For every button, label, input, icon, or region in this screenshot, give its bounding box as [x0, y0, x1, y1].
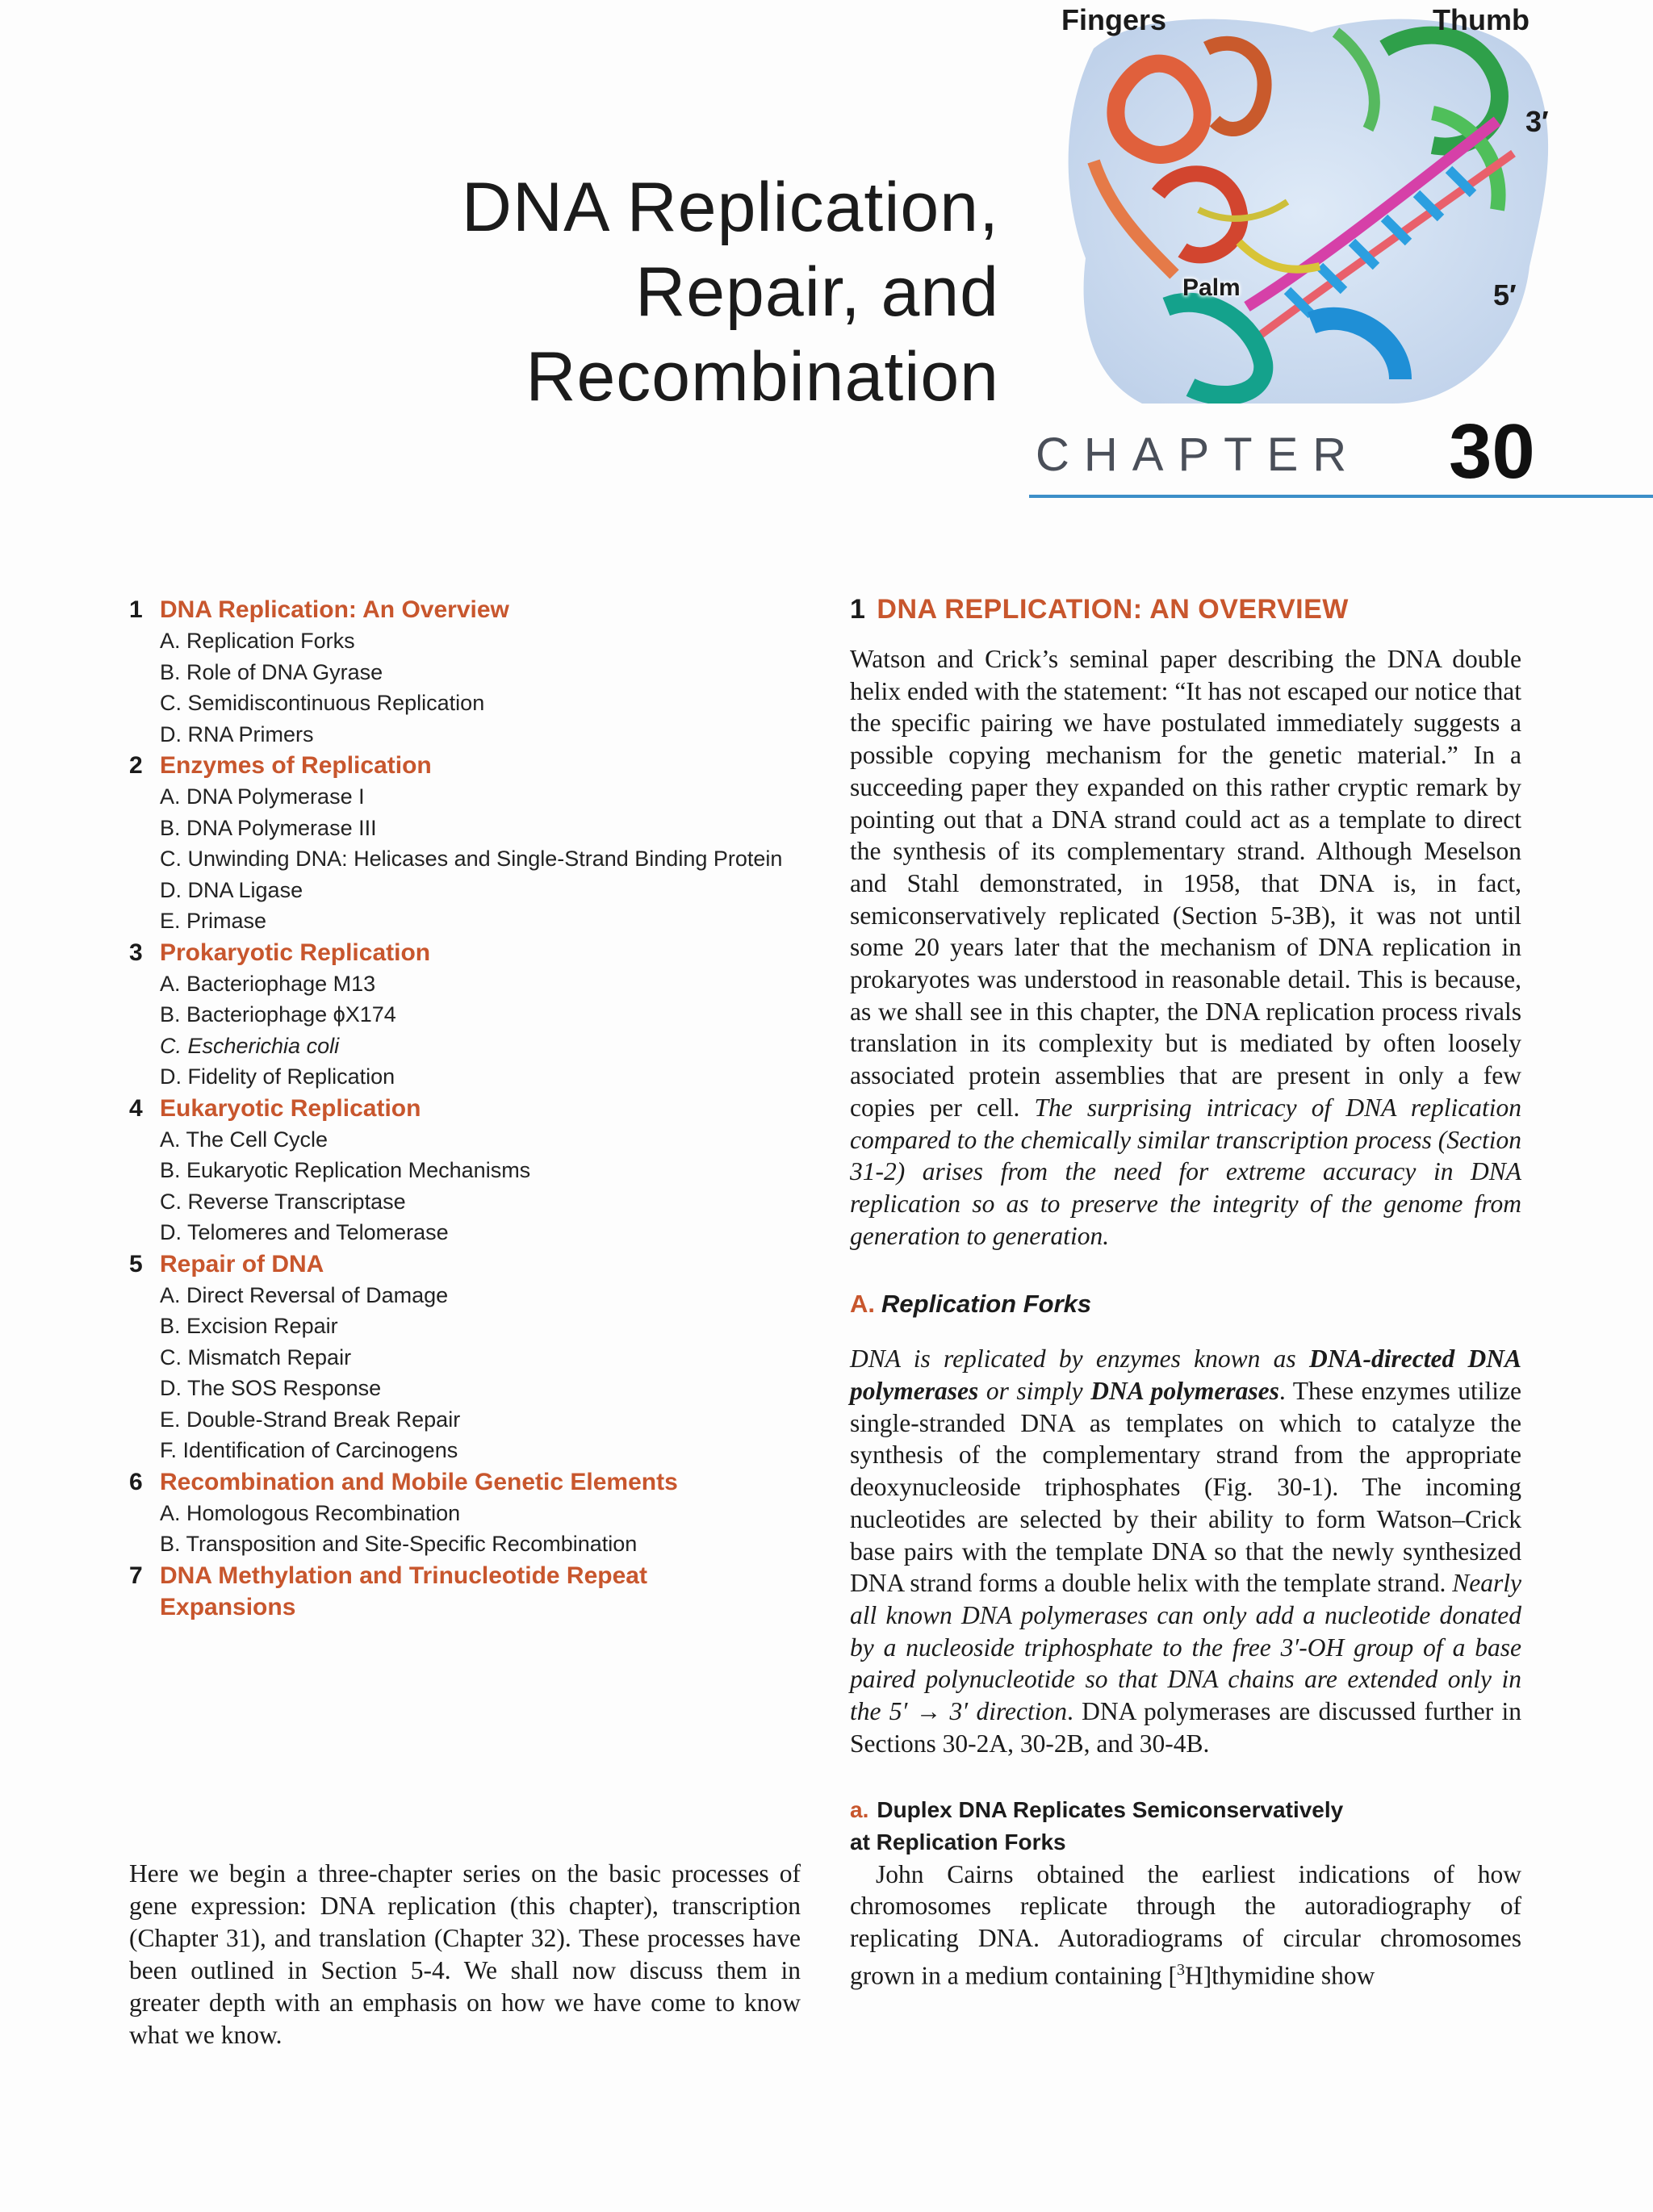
toc-item: F. Identification of Carcinogens — [160, 1438, 458, 1462]
subsubsection-paragraph — [850, 1859, 1521, 1992]
toc-section — [129, 1560, 823, 1623]
key-term: DNA polymerases — [1090, 1377, 1279, 1406]
toc-item: D. Fidelity of Replication — [160, 1064, 395, 1089]
toc-section — [129, 1466, 823, 1560]
toc-item: A. DNA Polymerase I — [160, 784, 365, 809]
paragraph-text: Watson and Crick’s seminal paper describing the DNA double helix ended with the statement: “It has not escaped our notice that the specific pairing we have postulated immediately suggests a possible copying mechanism for the genetic material.” In a succeeding paper they expanded on this rather cryptic remark by pointing out that a DNA strand could act as a template to direct the synthesis of its complementary strand. Although Meselson and Stahl demonstrated, in 1958, that DNA is, in fact, semiconservatively replicated (Section 5-3B), it was not until some 20 years later that the mechanism of DNA replication in prokaryotes was understood in reasonable detail. This is because, as we shall see in this chapter, the DNA replication process rivals translation in its complexity but is mediated by often loosely associated protein assemblies that are present in only a few copies per cell. — [850, 645, 1521, 1122]
toc-item: C. Semidiscontinuous Replication — [160, 691, 485, 715]
toc-item: C. Escherichia coli — [160, 1033, 340, 1058]
chapter-rule — [1029, 495, 1653, 498]
chapter-label: CHAPTER — [1036, 429, 1362, 481]
toc-item: A. The Cell Cycle — [160, 1127, 329, 1152]
toc-section — [129, 594, 823, 750]
toc-number: 6 — [129, 1468, 143, 1495]
title-line: Recombination — [525, 338, 999, 416]
five-prime-label: 5′ — [1493, 278, 1517, 312]
toc-heading — [129, 750, 823, 781]
key-term: DNA-directed DNA polymerases — [850, 1344, 1522, 1406]
toc-item: C. Unwinding DNA: Helicases and Single-Strand Binding Protein — [160, 847, 783, 871]
toc-number: 7 — [129, 1562, 143, 1589]
chapter-title — [273, 165, 999, 420]
subsection-paragraph — [850, 1343, 1521, 1759]
toc-number: 4 — [129, 1094, 143, 1122]
toc-item: B. DNA Polymerase III — [160, 815, 377, 840]
subsection-letter: A. — [850, 1290, 875, 1319]
paragraph-text: . DNA polymerases are discussed further in Sections 30-2A, 30-2B, and 30-4B. — [850, 1697, 1521, 1758]
paragraph-text: . These enzymes utilize single-stranded DNA as templates on which to catalyze the synthesis of the complementary strand from the appropriate deoxynucleoside triphosphates (Fig. 30-1). The incoming nucleotides are selected by their ability to form Watson–Crick base pairs with the template DNA so that the newly synthesized DNA strand forms a double helix with the template strand. — [850, 1377, 1522, 1598]
toc-title: DNA Methylation and Trinucleotide Repeat Expansions — [160, 1562, 647, 1620]
toc-title: Enzymes of Replication — [160, 752, 432, 779]
three-prime-label: 3′ — [1525, 105, 1549, 138]
section-title: DNA REPLICATION: AN OVERVIEW — [877, 594, 1349, 625]
subsubsection-heading — [850, 1794, 1521, 1859]
paragraph-emphasis: The surprising intricacy of DNA replication compared to the chemically similar transcription process (Section 31-2) arises from the need for extreme accuracy in DNA replication so as to preserve the integrity of the genome from generation to generation. — [850, 1093, 1521, 1250]
table-of-contents — [129, 594, 823, 1623]
thumb-label: Thumb — [1433, 3, 1530, 36]
toc-heading — [129, 1093, 823, 1124]
toc-item: C. Reverse Transcriptase — [160, 1189, 406, 1214]
toc-title: DNA Replication: An Overview — [160, 596, 509, 623]
subsubsection-title: at Replication Forks — [850, 1829, 1066, 1854]
toc-section — [129, 1093, 823, 1248]
toc-item: B. Role of DNA Gyrase — [160, 659, 383, 684]
toc-number: 2 — [129, 752, 143, 779]
toc-item: E. Double-Strand Break Repair — [160, 1407, 461, 1432]
intro-paragraph: Here we begin a three-chapter series on the basic processes of gene expression: DNA replication (this chapter), transcription (Chapter 31), and translation (Chapter 32). These processes have been outlined in Section 5-4. We shall now discuss them in greater depth with an emphasis on how we have come to know what we know. — [129, 1859, 801, 2049]
toc-item: B. Excision Repair — [160, 1314, 338, 1338]
toc-item: A. Bacteriophage M13 — [160, 971, 376, 996]
toc-item: D. The SOS Response — [160, 1376, 382, 1400]
toc-item: A. Direct Reversal of Damage — [160, 1282, 449, 1307]
section-heading — [850, 592, 1521, 627]
toc-heading — [129, 594, 823, 625]
toc-item: A. Homologous Recombination — [160, 1500, 461, 1525]
toc-item: D. DNA Ligase — [160, 877, 303, 902]
subsubsection-title: Duplex DNA Replicates Semiconservatively — [877, 1796, 1344, 1822]
subsubsection-letter: a. — [850, 1796, 869, 1822]
toc-item: B. Bacteriophage ϕX174 — [160, 1002, 396, 1027]
toc-title: Eukaryotic Replication — [160, 1094, 421, 1122]
section-number: 1 — [850, 594, 866, 625]
toc-item: D. Telomeres and Telomerase — [160, 1220, 449, 1244]
toc-heading — [129, 1560, 823, 1623]
paragraph-emphasis: or simply — [986, 1377, 1083, 1406]
toc-section — [129, 1248, 823, 1466]
paragraph-emphasis: DNA is replicated by enzymes known as — [850, 1344, 1296, 1374]
fingers-label: Fingers — [1061, 3, 1167, 36]
toc-title: Recombination and Mobile Genetic Elements — [160, 1468, 678, 1495]
toc-item: D. RNA Primers — [160, 721, 314, 746]
toc-item: E. Primase — [160, 909, 267, 933]
toc-number: 5 — [129, 1250, 143, 1277]
toc-number: 1 — [129, 596, 143, 623]
toc-number: 3 — [129, 939, 143, 966]
toc-item: B. Transposition and Site-Specific Recombination — [160, 1532, 638, 1556]
palm-label: Palm — [1182, 274, 1241, 301]
toc-heading — [129, 1466, 823, 1498]
chapter-number: 30 — [1449, 408, 1535, 495]
toc-item: B. Eukaryotic Replication Mechanisms — [160, 1158, 531, 1182]
toc-heading — [129, 1248, 823, 1280]
subsection-title: Replication Forks — [881, 1290, 1092, 1319]
subsection-heading — [850, 1288, 1521, 1320]
main-text-column — [850, 592, 1521, 1992]
toc-title: Prokaryotic Replication — [160, 939, 431, 966]
superscript: 3 — [1177, 1960, 1186, 1979]
paragraph-text: H]thymidine show — [1185, 1961, 1375, 1990]
paragraph-text: John Cairns obtained the earliest indications of how chromosomes replicate through the autoradiography of replicating DNA. Autoradiograms of circular chromosomes grown in a medium containing [ — [850, 1859, 1521, 1990]
toc-item: A. Replication Forks — [160, 629, 355, 653]
toc-heading — [129, 937, 823, 968]
paragraph-emphasis: Nearly all known DNA polymerases can only add a nucleotide donated by a nucleoside triphosphate to the free 3′-OH group of a base paired polynucleotide so that DNA chains are extended only in the 5′ → 3′ direction — [850, 1569, 1522, 1726]
protein-structure-figure — [1045, 0, 1570, 404]
section-paragraph — [850, 643, 1521, 1252]
toc-title: Repair of DNA — [160, 1250, 324, 1277]
toc-section — [129, 937, 823, 1093]
title-line: Repair, and — [635, 253, 999, 331]
protein-ribbon-illustration — [1045, 0, 1570, 404]
toc-item: C. Mismatch Repair — [160, 1344, 352, 1369]
toc-section — [129, 750, 823, 937]
title-line: DNA Replication, — [461, 169, 999, 246]
